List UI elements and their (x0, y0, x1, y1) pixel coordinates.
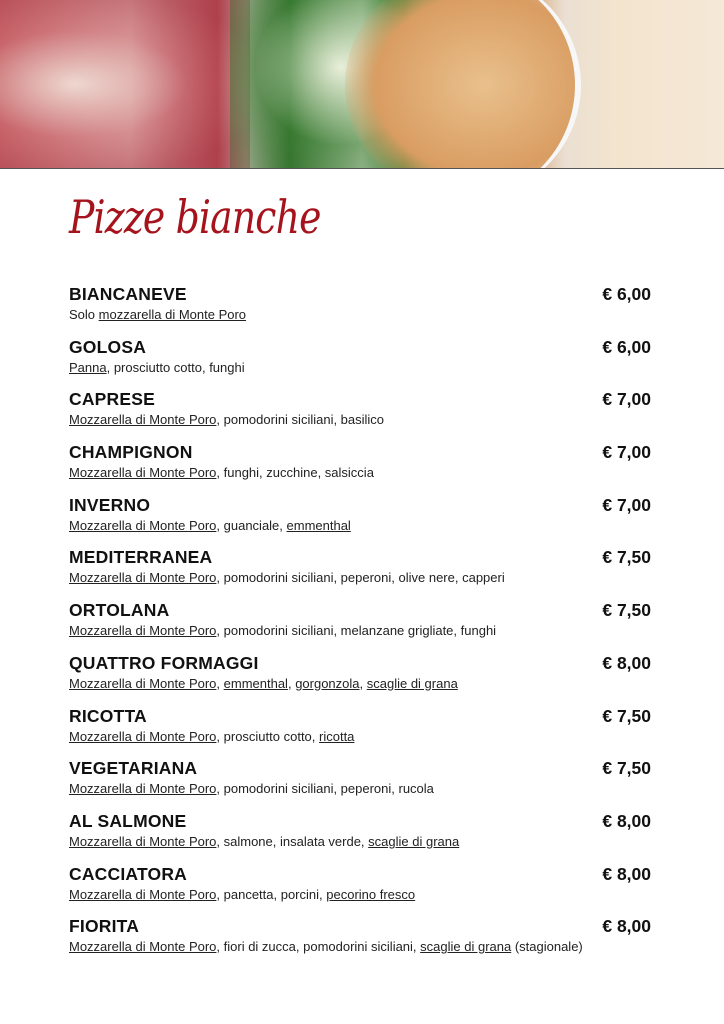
ingredient-text: , fiori di zucca, pomodorini siciliani, (216, 939, 421, 955)
item-name: CHAMPIGNON (69, 442, 193, 463)
ingredient-text: , (359, 675, 367, 691)
underlined-ingredient: Mozzarella di Monte Poro (69, 939, 217, 955)
underlined-ingredient: pecorino fresco (326, 886, 416, 902)
photo-pizza-crust (345, 0, 581, 169)
menu-list (69, 284, 651, 969)
underlined-ingredient: scaglie di grana (366, 675, 458, 691)
ingredient-text: , guanciale, (216, 517, 287, 533)
item-description (69, 676, 458, 691)
header-food-photo (0, 0, 724, 169)
item-description (69, 939, 583, 954)
ingredient-text: , salmone, insalata verde, (216, 833, 369, 849)
item-name: FIORITA (69, 916, 140, 937)
underlined-ingredient: Mozzarella di Monte Poro (69, 412, 217, 428)
menu-item (69, 547, 651, 600)
item-description (69, 887, 415, 902)
section-title: Pizze bianche (69, 190, 321, 244)
ingredient-text: , pomodorini siciliani, peperoni, rucola (216, 781, 434, 797)
item-price: € 7,50 (602, 758, 651, 779)
item-name: VEGETARIANA (69, 758, 198, 779)
ingredient-text: , pancetta, porcini, (216, 886, 327, 902)
menu-item (69, 284, 651, 337)
ingredient-text: Solo (69, 307, 99, 322)
item-price: € 8,00 (602, 916, 651, 937)
item-name: CAPRESE (69, 389, 156, 410)
menu-item (69, 706, 651, 759)
ingredient-text: , pomodorini siciliani, peperoni, olive nere, capperi (216, 570, 505, 586)
menu-item (69, 337, 651, 390)
ingredient-text: , (287, 675, 296, 691)
ingredient-text: , pomodorini siciliani, basilico (216, 412, 385, 428)
item-price: € 6,00 (602, 336, 651, 357)
underlined-ingredient: Mozzarella di Monte Poro (69, 675, 217, 691)
item-name: QUATTRO FORMAGGI (69, 652, 259, 673)
item-description (69, 360, 245, 375)
item-price: € 8,00 (602, 810, 651, 831)
underlined-ingredient: emmenthal (223, 675, 288, 691)
underlined-ingredient: scaglie di grana (420, 939, 512, 955)
item-description (69, 518, 351, 533)
photo-bresaola (0, 0, 250, 168)
ingredient-text: , prosciutto cotto, (216, 728, 320, 744)
underlined-ingredient: Mozzarella di Monte Poro (69, 623, 217, 639)
item-price: € 7,00 (602, 494, 651, 515)
item-description (69, 781, 434, 796)
underlined-ingredient: Mozzarella di Monte Poro (69, 517, 217, 533)
item-price: € 8,00 (602, 863, 651, 884)
underlined-ingredient: scaglie di grana (368, 833, 460, 849)
item-price: € 7,00 (602, 442, 651, 463)
underlined-ingredient: gorgonzola (295, 675, 360, 691)
item-description (69, 307, 246, 322)
item-name: ORTOLANA (69, 600, 170, 621)
item-price: € 7,50 (602, 547, 651, 568)
menu-item (69, 864, 651, 917)
ingredient-text: , pomodorini siciliani, melanzane grigliate, funghi (216, 623, 497, 639)
underlined-ingredient: ricotta (319, 728, 355, 744)
ingredient-text: , prosciutto cotto, funghi (106, 359, 245, 375)
item-description (69, 623, 496, 638)
item-description (69, 412, 384, 427)
menu-item (69, 389, 651, 442)
item-price: € 7,50 (602, 705, 651, 726)
item-price: € 7,50 (602, 600, 651, 621)
underlined-ingredient: Mozzarella di Monte Poro (69, 570, 217, 586)
item-name: CACCIATORA (69, 863, 188, 884)
item-name: RICOTTA (69, 705, 147, 726)
item-name: BIANCANEVE (69, 284, 187, 304)
underlined-ingredient: mozzarella di Monte Poro (98, 307, 247, 322)
underlined-ingredient: Mozzarella di Monte Poro (69, 886, 217, 902)
item-price: € 7,00 (602, 389, 651, 410)
underlined-ingredient: Mozzarella di Monte Poro (69, 728, 217, 744)
underlined-ingredient: Mozzarella di Monte Poro (69, 465, 217, 481)
menu-item (69, 600, 651, 653)
underlined-ingredient: Mozzarella di Monte Poro (69, 833, 217, 849)
menu-item (69, 653, 651, 706)
item-name: AL SALMONE (69, 810, 187, 831)
ingredient-text: , funghi, zucchine, salsiccia (216, 465, 374, 481)
item-name: GOLOSA (69, 336, 147, 357)
item-description (69, 465, 374, 480)
underlined-ingredient: Panna (69, 359, 107, 375)
underlined-ingredient: emmenthal (286, 517, 351, 533)
item-name: INVERNO (69, 494, 151, 515)
menu-item (69, 811, 651, 864)
item-description (69, 570, 505, 585)
item-price: € 6,00 (602, 284, 651, 304)
item-price: € 8,00 (602, 652, 651, 673)
underlined-ingredient: Mozzarella di Monte Poro (69, 781, 217, 797)
menu-item (69, 916, 651, 969)
menu-item (69, 495, 651, 548)
item-name: MEDITERRANEA (69, 547, 213, 568)
ingredient-text: (stagionale) (511, 939, 583, 955)
item-description (69, 729, 354, 744)
item-description (69, 834, 459, 849)
ingredient-text: , (216, 675, 224, 691)
menu-item (69, 442, 651, 495)
menu-item (69, 758, 651, 811)
